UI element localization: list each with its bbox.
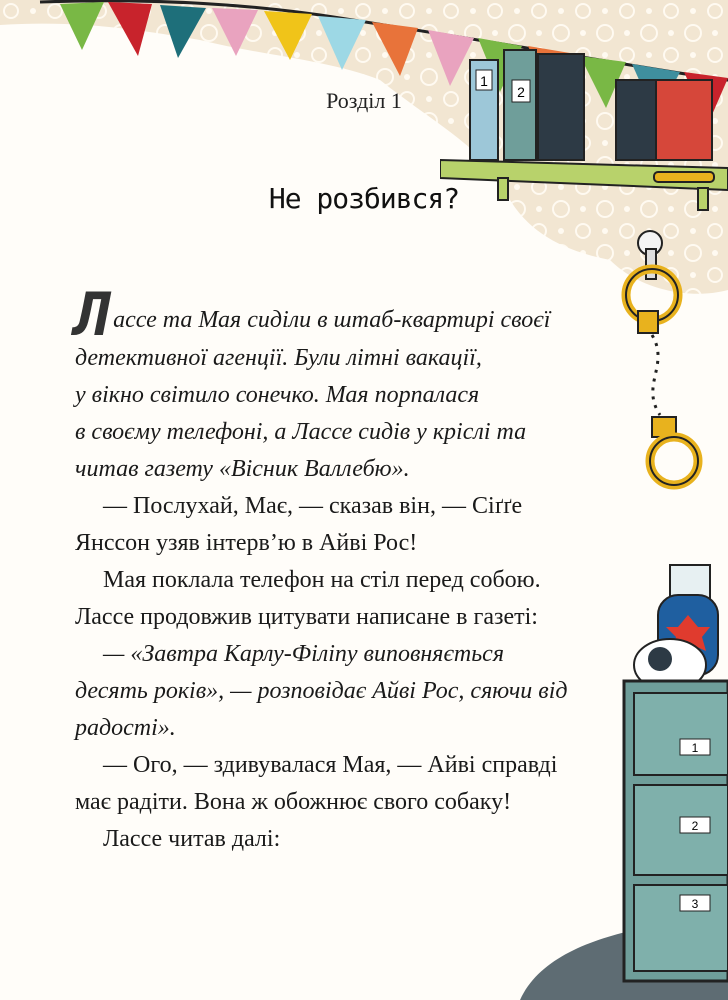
bunting-flag [264, 11, 312, 60]
text-line: Лассе читав далі: [103, 826, 281, 852]
bunting-flag [212, 8, 258, 56]
chapter-title: Не розбився? [268, 182, 460, 215]
text-line: — «Завтра Карлу-Філіпу виповняється [103, 641, 504, 667]
text-line: ассе та Мая сиділи в штаб-квартирі своєї [113, 307, 551, 333]
bunting-flag [108, 2, 152, 56]
paragraph [75, 821, 635, 858]
drawer-number: 3 [691, 897, 699, 911]
chapter-label: Розділ 1 [326, 88, 402, 113]
paragraph [75, 280, 635, 488]
text-line: Лассе продовжив цитувати написане в газеті: [75, 604, 538, 630]
binder-number: 2 [517, 84, 525, 100]
drawer [634, 693, 728, 775]
magnifier-handle [654, 172, 714, 182]
bunting-flag [160, 5, 206, 58]
text-line: Мая поклала телефон на стіл перед собою. [103, 567, 541, 593]
text-line: радості». [75, 715, 176, 741]
bunting-flag [372, 22, 418, 76]
text-line: у вікно світило сонечко. Мая порпалася [75, 382, 480, 408]
text-line: десять років», — розповідає Айві Рос, сяючи від [75, 678, 568, 704]
paragraph [75, 488, 635, 562]
text-line: читав газету «Вісник Валлебю». [75, 456, 410, 482]
text-line: — Ого, — здивувалася Мая, — Айві справді [103, 752, 558, 778]
text-line: — Послухай, Має, — сказав він, — Сіґґе [103, 493, 523, 519]
bunting-flag [60, 2, 104, 50]
drawer-number: 2 [691, 819, 699, 833]
bunting-flag [318, 16, 366, 70]
drop-cap: Л [75, 280, 112, 350]
paragraph [75, 636, 635, 747]
text-line: має радіти. Вона ж обожнює свого собаку! [75, 789, 512, 815]
binder-number: 1 [480, 73, 488, 89]
drawer-number: 1 [691, 741, 699, 755]
paragraph [75, 562, 635, 636]
story-text [75, 280, 635, 858]
text-line: детективної агенції. Були літні вакації, [75, 345, 482, 371]
text-line: в своєму телефоні, а Лассе сидів у кріслі та [75, 419, 527, 445]
text-line: Янссон узяв інтерв’ю в Айві Рос! [75, 530, 418, 556]
paragraph [75, 747, 635, 821]
